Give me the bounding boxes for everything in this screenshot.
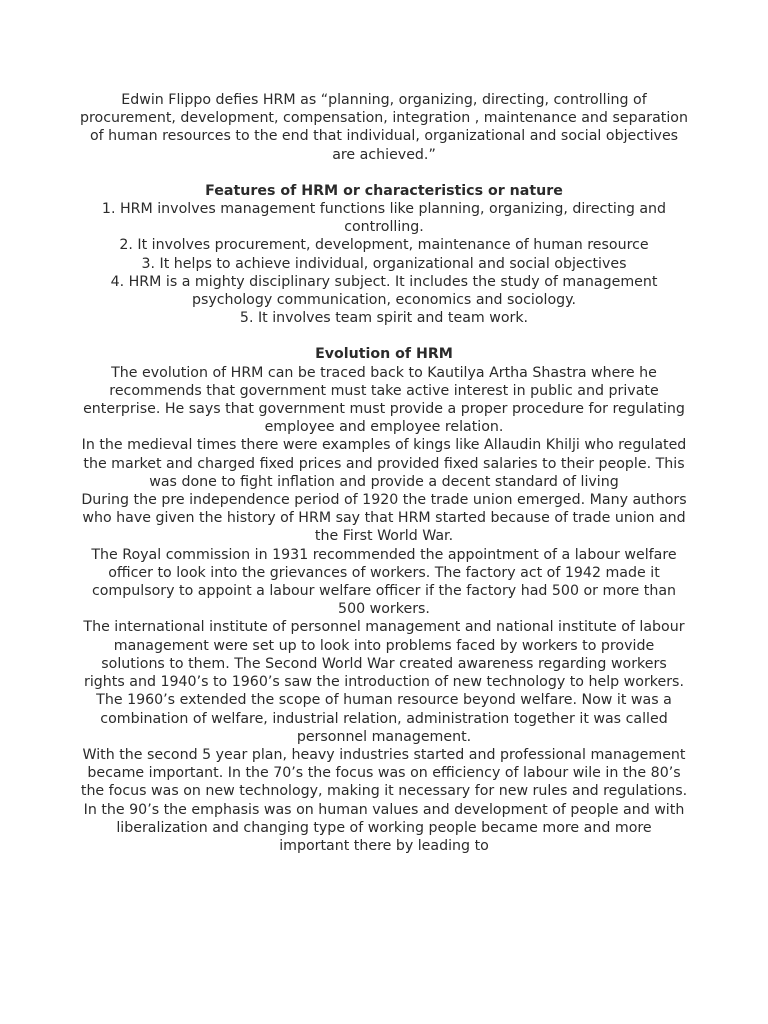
evolution-paragraph: In the medieval times there were examples of kings like Allaudin Khilji who regulated the market and charged fixed prices and provided fixed salaries to their people. This was done to fight inflation and provide a decent standard of living xyxy=(81,437,687,490)
intro-paragraph: Edwin Flippo defies HRM as “planning, organizing, directing, controlling of procurement, development, compensation, integration , maintenance and separation of human resources to the end that individual, organizational and social objectives are achieved.” xyxy=(80,92,688,163)
feature-item: 1. HRM involves management functions like planning, organizing, directing and controlling. xyxy=(101,201,667,236)
evolution-paragraph: The evolution of HRM can be traced back to Kautilya Artha Shastra where he recommends that government must take active interest in public and private enterprise. He says that government must provide a proper procedure for regulating employee and employee relation. xyxy=(83,364,685,436)
evolution-paragraph: The international institute of personnel management and national institute of labour management were set up to look into problems faced by workers to provide solutions to them. The Second World War created awareness regarding workers rights and 1940’s to 1960’s saw the introduction of new technology to help workers. xyxy=(83,619,685,691)
section-gap xyxy=(80,164,688,182)
evolution-paragraph: With the second 5 year plan, heavy industries started and professional management became important. In the 70’s the focus was on efficiency of labour wile in the 80’s the focus was on new technology, making it necessary for new rules and regulations. In the 90’s the emphasis was on human values and development of people and with liberalization and changing type of working people became more and more important there by leading to xyxy=(80,746,688,854)
feature-item: 3. It helps to achieve individual, organizational and social objectives xyxy=(141,255,627,272)
evolution-paragraph: During the pre independence period of 1920 the trade union emerged. Many authors who have given the history of HRM say that HRM started because of trade union and the First World War. xyxy=(81,492,687,545)
evolution-paragraph: The 1960’s extended the scope of human resource beyond welfare. Now it was a combination of welfare, industrial relation, administration together it was called personnel management. xyxy=(96,692,672,745)
features-heading: Features of HRM or characteristics or nature xyxy=(205,182,563,199)
section-gap xyxy=(80,327,688,345)
feature-item: 4. HRM is a mighty disciplinary subject. It includes the study of management psychology communication, economics and sociology. xyxy=(110,273,658,309)
feature-item: 2. It involves procurement, development, maintenance of human resource xyxy=(119,237,649,254)
evolution-paragraph: The Royal commission in 1931 recommended the appointment of a labour welfare officer to look into the grievances of workers. The factory act of 1942 made it compulsory to appoint a labour welfare officer if the factory had 500 or more than 500 workers. xyxy=(91,546,677,618)
evolution-heading: Evolution of HRM xyxy=(315,346,453,363)
document-body xyxy=(80,91,688,855)
feature-item: 5. It involves team spirit and team work. xyxy=(239,310,529,327)
